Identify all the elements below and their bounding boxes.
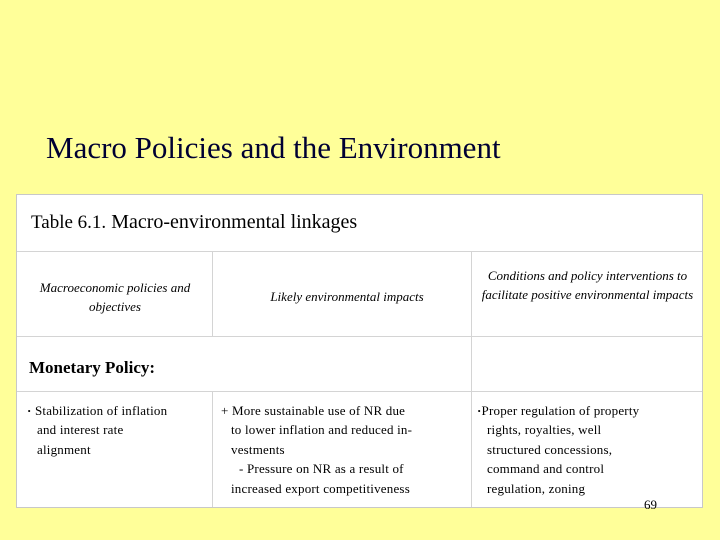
column-header-policies: Macroeconomic policies and objectives <box>39 280 191 314</box>
cell-line: alignment <box>37 441 91 457</box>
table-divider-caption <box>17 251 702 252</box>
cell-environmental-impacts <box>221 401 471 498</box>
column-header-impacts: Likely environmental impacts <box>270 289 424 304</box>
cell-line: command and control <box>487 461 605 477</box>
cell-line: regulation, zoning <box>487 480 586 496</box>
cell-line: structured concessions, <box>487 441 613 457</box>
table-caption-number: Table 6.1. <box>31 212 107 233</box>
section-label-monetary-policy: Monetary Policy: <box>29 358 156 377</box>
table-divider-header <box>17 336 702 337</box>
bullet-icon: · <box>477 403 482 418</box>
cell-line: increased export competitiveness <box>231 480 410 496</box>
table-divider-section <box>17 391 702 392</box>
column-header-interventions: Conditions and policy interventions to facilitate positive environmental impacts <box>481 268 694 302</box>
cell-line: vestments <box>231 441 285 457</box>
table-col-divider-1 <box>212 251 213 336</box>
cell-line: Stabilization of inflation <box>35 403 168 418</box>
page-number: 69 <box>644 497 657 512</box>
cell-line: Proper regulation of property <box>481 403 640 418</box>
cell-line: rights, royalties, well <box>487 422 602 438</box>
cell-line: - Pressure on NR as a result of <box>239 461 404 477</box>
slide-title: Macro Policies and the Environment <box>46 130 501 165</box>
table-caption <box>31 209 357 236</box>
cell-policy-interventions <box>477 401 702 498</box>
bullet-icon: · <box>27 403 32 418</box>
table-caption-text: Macro-environmental linkages <box>111 211 358 233</box>
cell-policy-objective <box>27 401 213 459</box>
cell-line: and interest rate <box>37 422 124 438</box>
cell-line: + More sustainable use of NR due <box>221 403 406 418</box>
cell-line: to lower inflation and reduced in- <box>231 422 413 438</box>
linkages-table <box>16 194 703 508</box>
